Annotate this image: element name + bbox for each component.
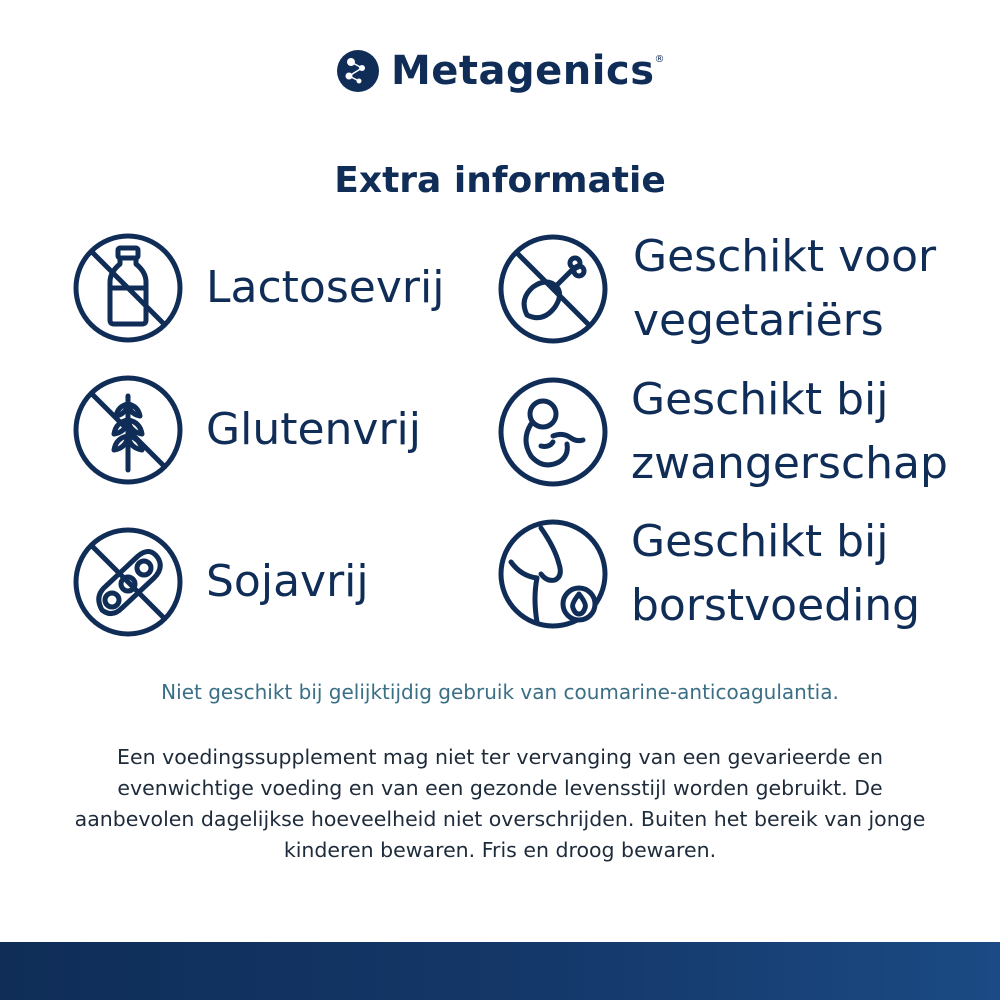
fetus-icon <box>497 376 609 488</box>
feature-label: Geschikt bij borstvoeding <box>631 516 921 631</box>
disclaimer-text: Een voedingssupplement mag niet ter vervanging van een gevarieerde en evenwichtige voeding en van een gezonde levensstijl worden gebruikt. De aanbevolen dagelijkse hoeveelheid niet overschrijden. Buiten het bereik van jonge kinderen bewaren. Fris en droog bewaren. <box>74 745 926 862</box>
metagenics-logo-icon <box>335 48 381 94</box>
no-meat-drumstick-icon <box>497 233 609 345</box>
warning-text: Niet geschikt bij gelijktijdig gebruik van coumarine-anticoagulantia. <box>161 680 839 704</box>
feature-pregnancy <box>497 368 948 496</box>
page-title: Extra informatie <box>334 160 666 201</box>
brand-name: Metagenics® <box>390 48 665 94</box>
feature-vegetarian <box>497 225 936 353</box>
feature-label: Geschikt voor vegetariërs <box>633 231 937 346</box>
no-milk-bottle-icon <box>72 232 184 344</box>
feature-lactose-free <box>72 232 444 344</box>
feature-soy-free <box>72 526 369 638</box>
feature-label: Glutenvrij <box>206 404 421 455</box>
feature-breastfeeding <box>497 510 920 638</box>
no-soy-icon <box>72 526 184 638</box>
feature-label: Sojavrij <box>206 556 369 607</box>
no-wheat-icon <box>72 374 184 486</box>
brand-logo <box>0 48 1000 94</box>
breastfeeding-icon <box>497 518 609 630</box>
footer-band <box>0 942 1000 1000</box>
feature-gluten-free <box>72 374 421 486</box>
feature-label: Geschikt bij zwangerschap <box>631 374 948 489</box>
feature-label: Lactosevrij <box>206 262 445 313</box>
